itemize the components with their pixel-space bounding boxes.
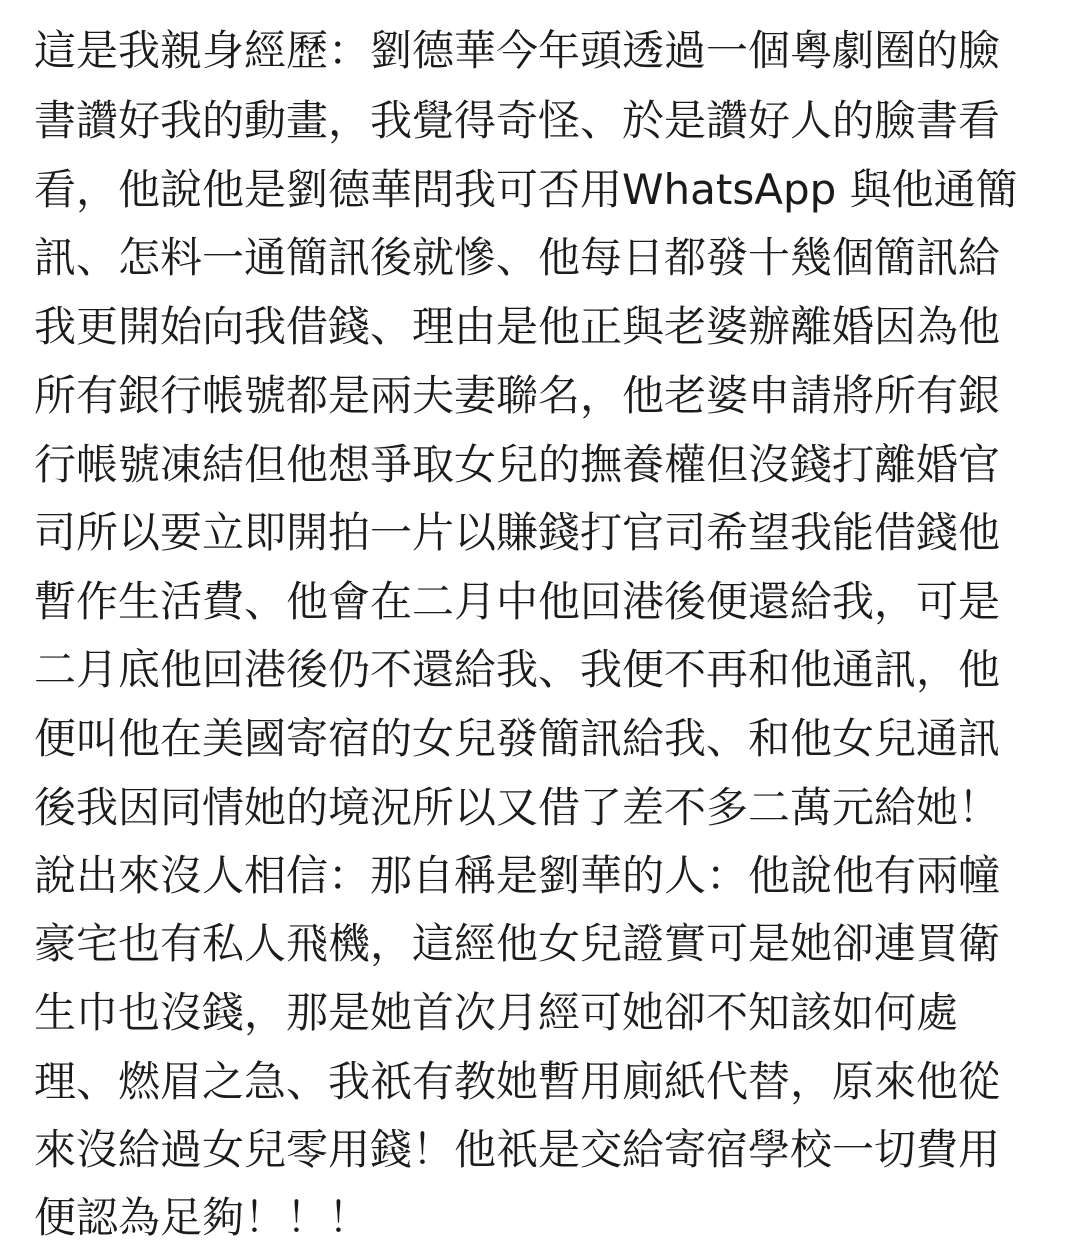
text-line: 這是我親身經歷：劉德華今年頭透過一個粵劇圈的臉 [34,26,1001,75]
text-line: 暫作生活費、他會在二月中他回港後便還給我，可是 [34,577,1001,626]
text-line: 所有銀行帳號都是兩夫妻聯名，他老婆申請將所有銀 [34,371,1001,420]
text-line: 豪宅也有私人飛機，這經他女兒證實可是她卻連買衛 [34,919,1001,968]
text-line: 後我因同情她的境況所以又借了差不多二萬元給她！ [34,783,1001,832]
text-line: 來沒給過女兒零用錢！他祇是交給寄宿學校一切費用 [34,1125,1001,1174]
text-line: 二月底他回港後仍不還給我、我便不再和他通訊，他 [34,645,1001,694]
text-line: 便叫他在美國寄宿的女兒發簡訊給我、和他女兒通訊 [34,714,1001,763]
text-line: 訊、怎料一通簡訊後就慘、他每日都發十幾個簡訊給 [34,233,1001,282]
text-line: 行帳號凍結但他想爭取女兒的撫養權但沒錢打離婚官 [34,440,1001,489]
text-line: 生巾也沒錢，那是她首次月經可她卻不知該如何處 [34,988,959,1037]
text-line: 書讚好我的動畫，我覺得奇怪、於是讚好人的臉書看 [34,96,1001,145]
text-line: 看，他說他是劉德華問我可否用WhatsApp 與他通簡 [34,165,1018,214]
text-line: 理、燃眉之急、我祇有教她暫用廁紙代替，原來他從 [34,1057,1001,1106]
text-line: 說出來沒人相信：那自稱是劉華的人：他說他有兩幢 [34,851,1001,900]
text-line: 便認為足夠！！！ [34,1193,371,1242]
text-line: 司所以要立即開拍一片以賺錢打官司希望我能借錢他 [34,508,1001,557]
text-line: 我更開始向我借錢、理由是他正與老婆辦離婚因為他 [34,302,1001,351]
